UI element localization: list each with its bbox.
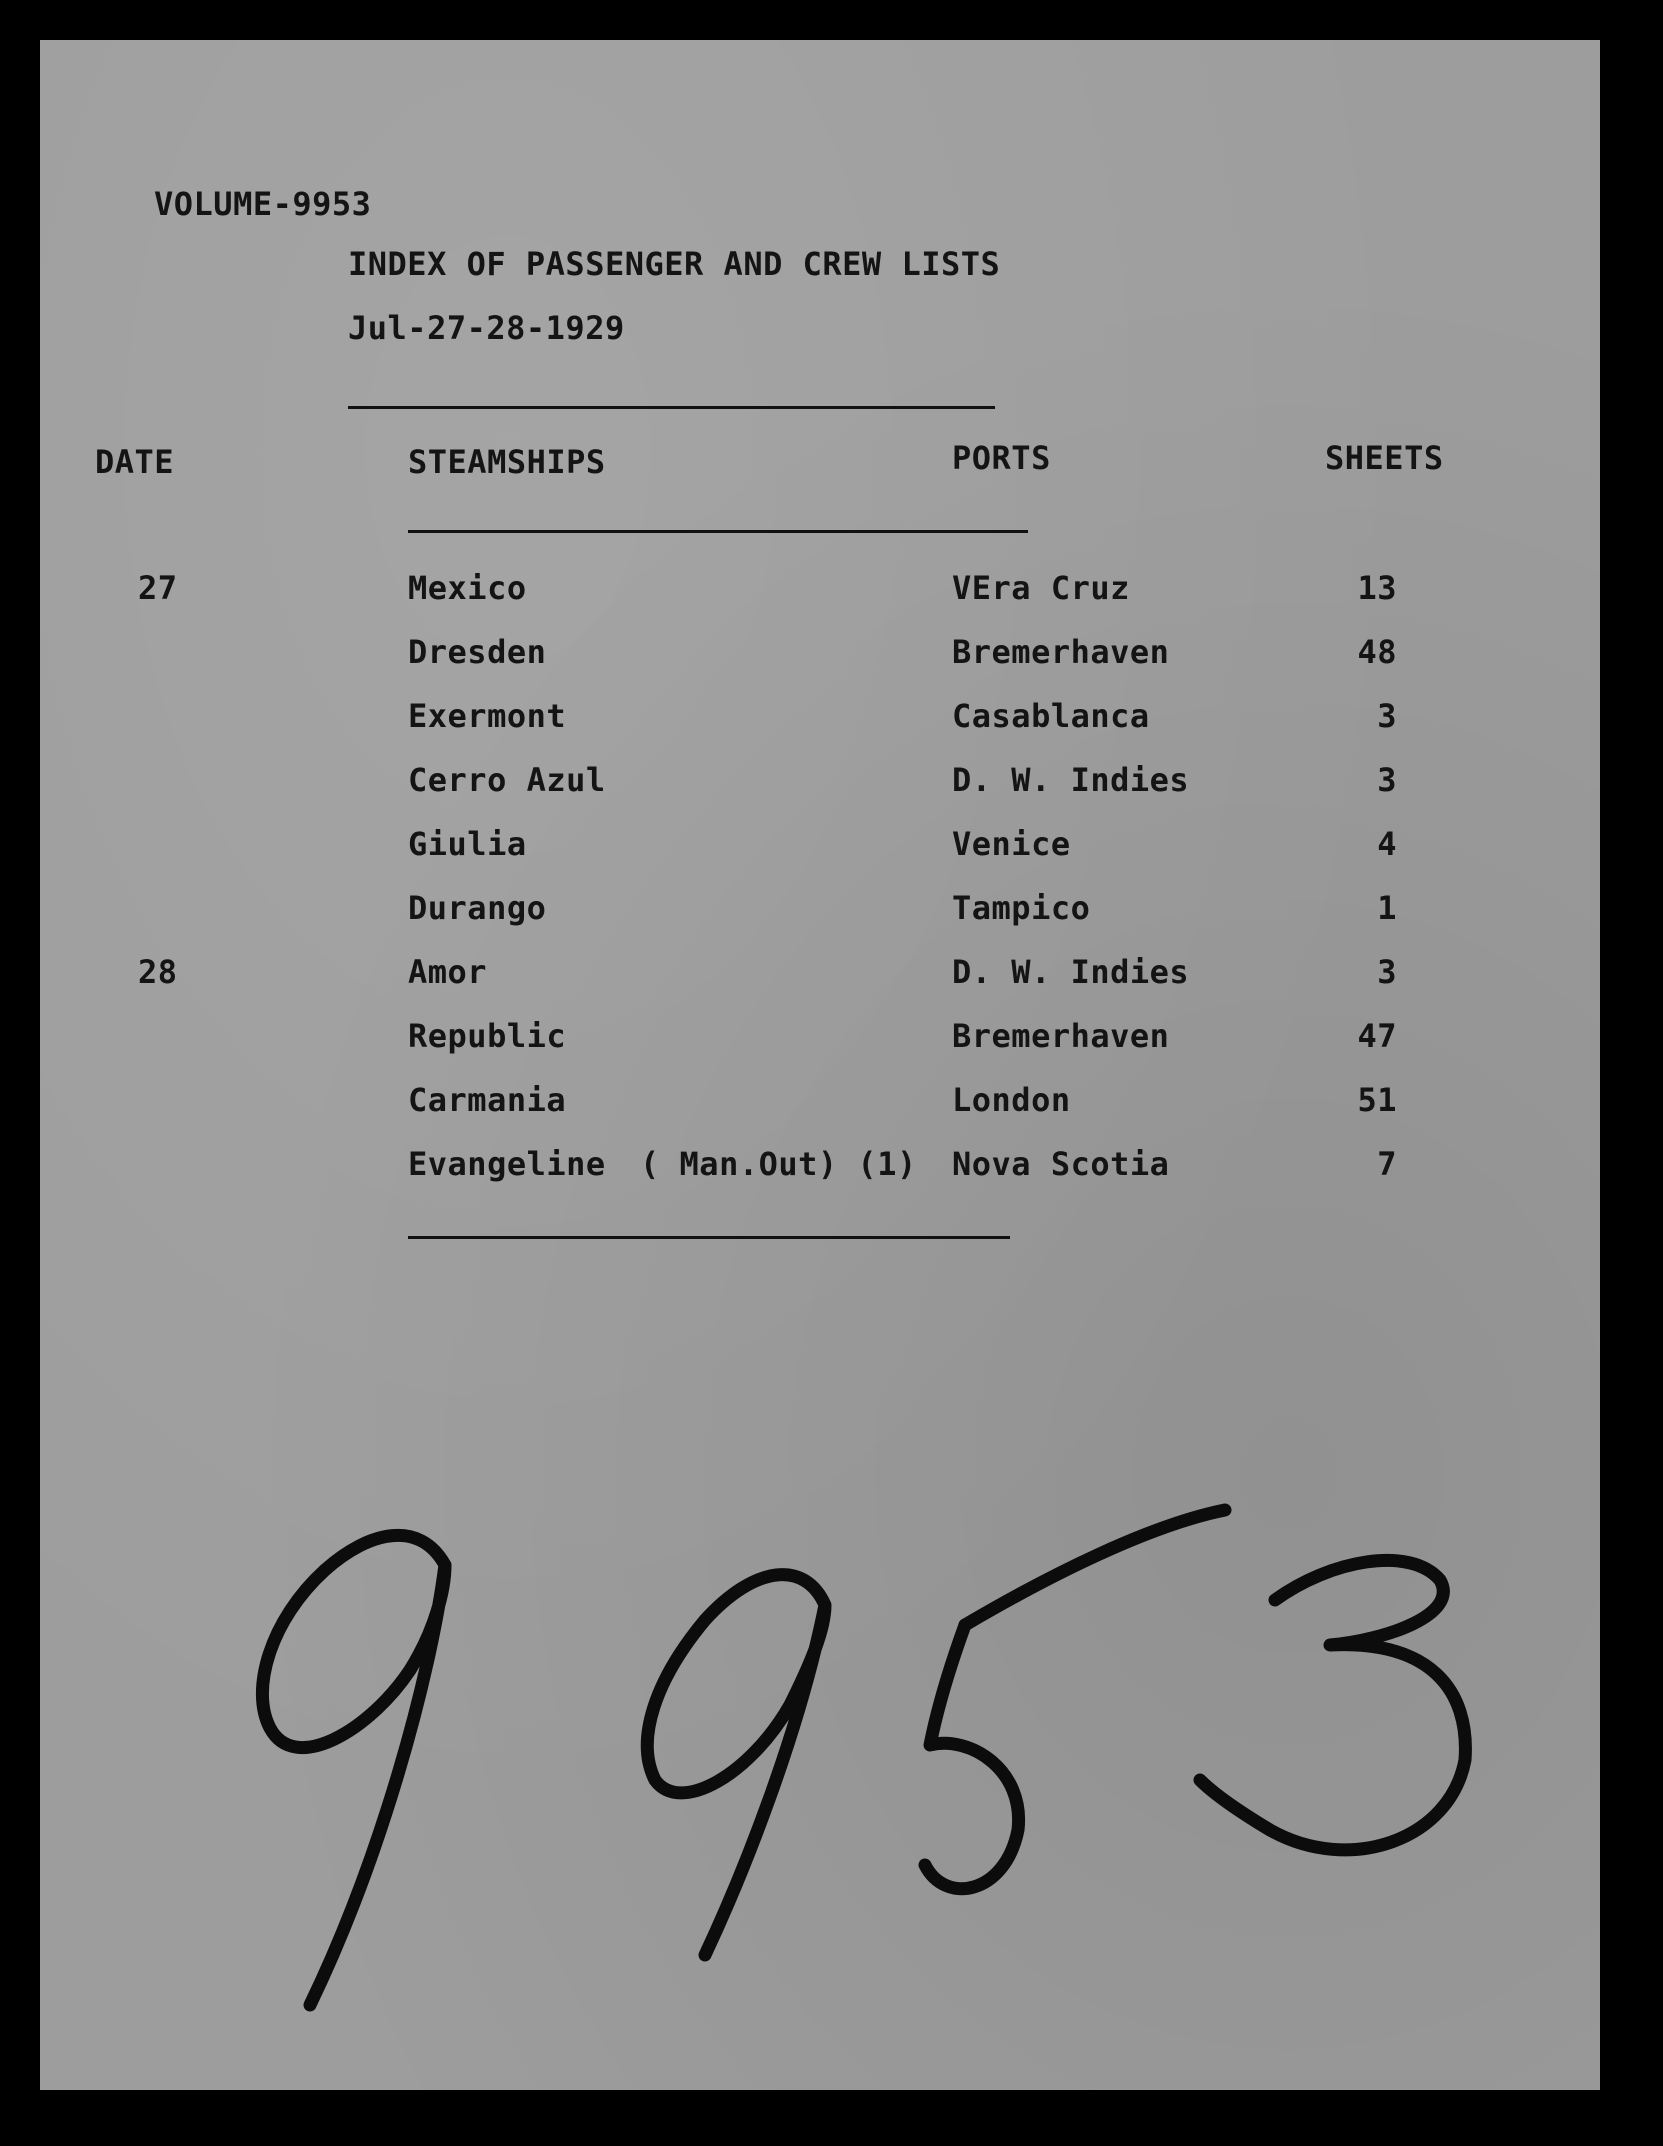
row-steamship: Exermont bbox=[408, 697, 567, 735]
row-steamship: Republic bbox=[408, 1017, 567, 1055]
row-sheets: 4 bbox=[1377, 825, 1397, 863]
row-steamship: Evangeline bbox=[408, 1145, 606, 1183]
date-range: Jul-27-28-1929 bbox=[348, 309, 625, 347]
row-port: D. W. Indies bbox=[952, 761, 1190, 799]
row-sheets: 51 bbox=[1357, 1081, 1397, 1119]
row-steamship: Durango bbox=[408, 889, 547, 927]
row-sheets: 48 bbox=[1357, 633, 1397, 671]
row-steamship: Cerro Azul bbox=[408, 761, 606, 799]
row-port: Tampico bbox=[952, 889, 1091, 927]
row-steamship: Giulia bbox=[408, 825, 527, 863]
row-sheets: 7 bbox=[1377, 1145, 1397, 1183]
row-port: Nova Scotia bbox=[952, 1145, 1170, 1183]
row-port: Bremerhaven bbox=[952, 1017, 1170, 1055]
header-date: DATE bbox=[95, 443, 175, 481]
row-note: ( Man.Out) (1) bbox=[640, 1145, 917, 1183]
row-port: Venice bbox=[952, 825, 1071, 863]
row-port: VEra Cruz bbox=[952, 569, 1130, 607]
row-steamship: Amor bbox=[408, 953, 488, 991]
handwritten-volume-number bbox=[40, 40, 1600, 2090]
row-sheets: 3 bbox=[1377, 761, 1397, 799]
volume-label: VOLUME-9953 bbox=[154, 185, 372, 223]
document-page bbox=[40, 40, 1600, 2090]
row-steamship: Carmania bbox=[408, 1081, 567, 1119]
row-port: Bremerhaven bbox=[952, 633, 1170, 671]
row-sheets: 1 bbox=[1377, 889, 1397, 927]
row-sheets: 3 bbox=[1377, 953, 1397, 991]
header-steamships: STEAMSHIPS bbox=[408, 443, 606, 481]
row-port: D. W. Indies bbox=[952, 953, 1190, 991]
row-date: 28 bbox=[138, 953, 178, 991]
row-date: 27 bbox=[138, 569, 178, 607]
header-ports: PORTS bbox=[952, 439, 1051, 477]
row-sheets: 47 bbox=[1357, 1017, 1397, 1055]
row-port: Casablanca bbox=[952, 697, 1150, 735]
row-steamship: Mexico bbox=[408, 569, 527, 607]
row-sheets: 3 bbox=[1377, 697, 1397, 735]
document-title: INDEX OF PASSENGER AND CREW LISTS bbox=[348, 245, 1001, 283]
header-sheets: SHEETS bbox=[1325, 439, 1444, 477]
row-sheets: 13 bbox=[1357, 569, 1397, 607]
row-port: London bbox=[952, 1081, 1071, 1119]
row-steamship: Dresden bbox=[408, 633, 547, 671]
